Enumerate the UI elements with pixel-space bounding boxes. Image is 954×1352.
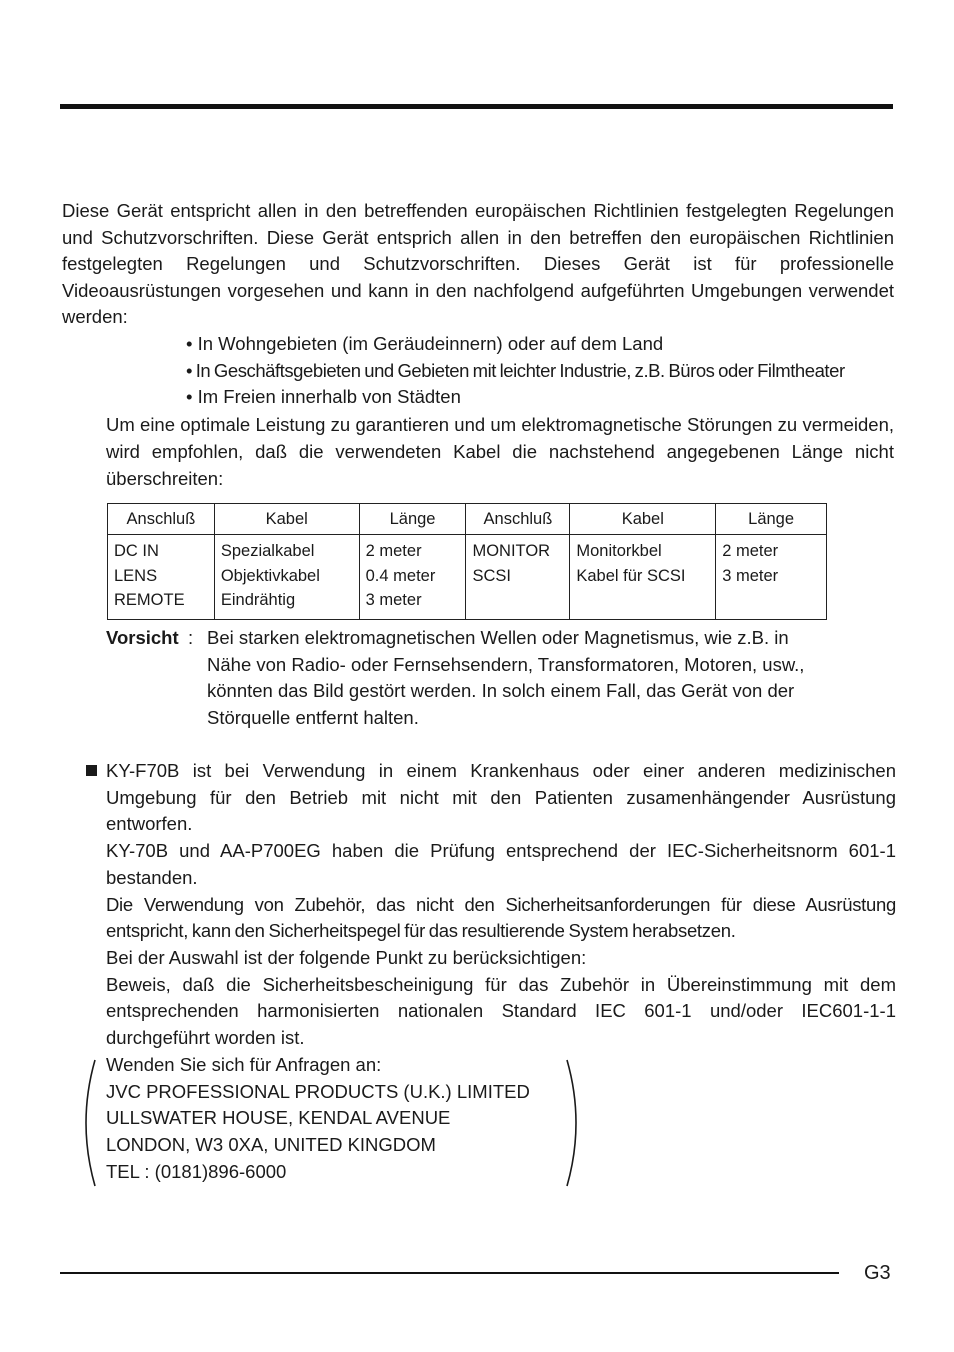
medical-paragraph: Bei der Auswahl ist der folgende Punkt zu berücksichtigen: [106, 946, 587, 968]
cable-table [107, 503, 827, 620]
cell-value: 2 meter [365, 542, 422, 560]
cell-value: 2 meter [722, 542, 779, 560]
cell-value: 3 meter [722, 566, 779, 585]
length-cell [716, 535, 827, 620]
square-bullet-icon [86, 765, 97, 776]
cell-value: Objektivkabel [220, 566, 320, 585]
environment-list [186, 331, 896, 411]
contact-phone: TEL : (0181)896-6000 [106, 1160, 287, 1182]
header-rule [60, 104, 893, 109]
environment-item: • In Geschäftsgebieten und Gebieten mit leichter Industrie, z.B. Büros oder Filmtheater [186, 359, 845, 381]
cell-value: REMOTE [114, 591, 185, 609]
cell-value: Spezialkabel [220, 542, 315, 560]
intro-paragraph: Diese Gerät entspricht allen in den betreffenden europäischen Richtlinien festgelegten Regelungen und Schutzvorschriften. Diese Gerät entsprich allen in den betreffen den europäischen Richtlinien festgelegten Regelungen und Schutzvorschriften. Dieses Gerät ist für professionelle Videoausrüstungen vorgesehen und kann in den nachfolgend aufgeführten Umgebungen verwendet werden: [62, 200, 894, 328]
cell-value: DC IN [114, 542, 159, 560]
cell-value: LENS [114, 566, 158, 585]
header-cable: Kabel [570, 504, 716, 535]
left-parenthesis-icon [76, 1058, 100, 1188]
cell-value: 3 meter [365, 591, 422, 609]
cell-value: SCSI [472, 566, 511, 585]
header-cable: Kabel [214, 504, 359, 535]
caution-note [106, 625, 836, 731]
header-length: Länge [716, 504, 827, 535]
cable-cell [570, 535, 716, 620]
cable-cell [214, 535, 359, 620]
cell-value: MONITOR [472, 542, 551, 560]
length-cell [359, 535, 466, 620]
cable-recommendation: Um eine optimale Leistung zu garantieren und um elektromagnetische Störungen zu vermeiden, wird empfohlen, daß die verwendeten Kabel die nachstehend angegebenen Länge nicht überschreiten: [106, 414, 894, 489]
environment-item: • Im Freien innerhalb von Städten [186, 386, 461, 408]
medical-paragraph: KY-F70B ist bei Verwendung in einem Krankenhaus oder einer anderen medizinischen Umgebung für den Betrieb mit nicht mit den Patienten zusamenhängender Ausrüstung entworfen. [106, 760, 896, 835]
cell-value: Kabel für SCSI [576, 566, 686, 585]
right-parenthesis-icon [562, 1058, 586, 1188]
contact-line: Wenden Sie sich für Anfragen an: [106, 1054, 382, 1075]
medical-paragraph: Die Verwendung von Zubehör, das nicht den Sicherheitsanforderungen für diese Ausrüstung entspricht, kann den Sicherheitspegel für das resultierende System herabsetzen. [106, 893, 896, 942]
table-row [108, 535, 827, 620]
header-connector: Anschluß [108, 504, 215, 535]
cell-value: 0.4 meter [365, 566, 436, 585]
page-number: G3 [864, 1262, 891, 1284]
header-length: Länge [359, 504, 466, 535]
connector-cell [108, 535, 215, 620]
cell-value: Eindrähtig [220, 591, 296, 609]
medical-paragraph: KY-70B und AA-P700EG haben die Prüfung entsprechend der IEC-Sicherheitsnorm 601-1 bestanden. [106, 840, 896, 888]
caution-colon: : [188, 627, 194, 648]
footer-rule [60, 1272, 839, 1274]
medical-paragraph: Beweis, daß die Sicherheitsbescheinigung für das Zubehör in Übereinstimmung mit dem entsprechenden harmonisierten nationalen Standard IEC 601-1 und/oder IEC601-1-1 durchgeführt worden ist. [106, 973, 896, 1049]
contact-address: ULLSWATER HOUSE, KENDAL AVENUE [106, 1107, 451, 1129]
caution-label: Vorsicht [106, 627, 179, 648]
medical-section [86, 758, 896, 1052]
caution-text: Bei starken elektromagnetischen Wellen oder Magnetismus, wie z.B. in Nähe von Radio- oder Fernsehsendern, Transformatoren, Motoren, usw., könnten das Bild gestört werden. In solch einem Fall, das Gerät von der Störquelle entfernt halten. [207, 627, 805, 728]
table-header-row [108, 504, 827, 535]
environment-item: • In Wohngebieten (im Geräudeinnern) oder auf dem Land [186, 333, 664, 354]
contact-block [106, 1052, 530, 1186]
contact-company: JVC PROFESSIONAL PRODUCTS (U.K.) LIMITED [106, 1080, 530, 1102]
connector-cell [466, 535, 570, 620]
contact-city: LONDON, W3 0XA, UNITED KINGDOM [106, 1134, 436, 1156]
cell-value: Monitorkbel [576, 542, 662, 560]
header-connector: Anschluß [466, 504, 570, 535]
